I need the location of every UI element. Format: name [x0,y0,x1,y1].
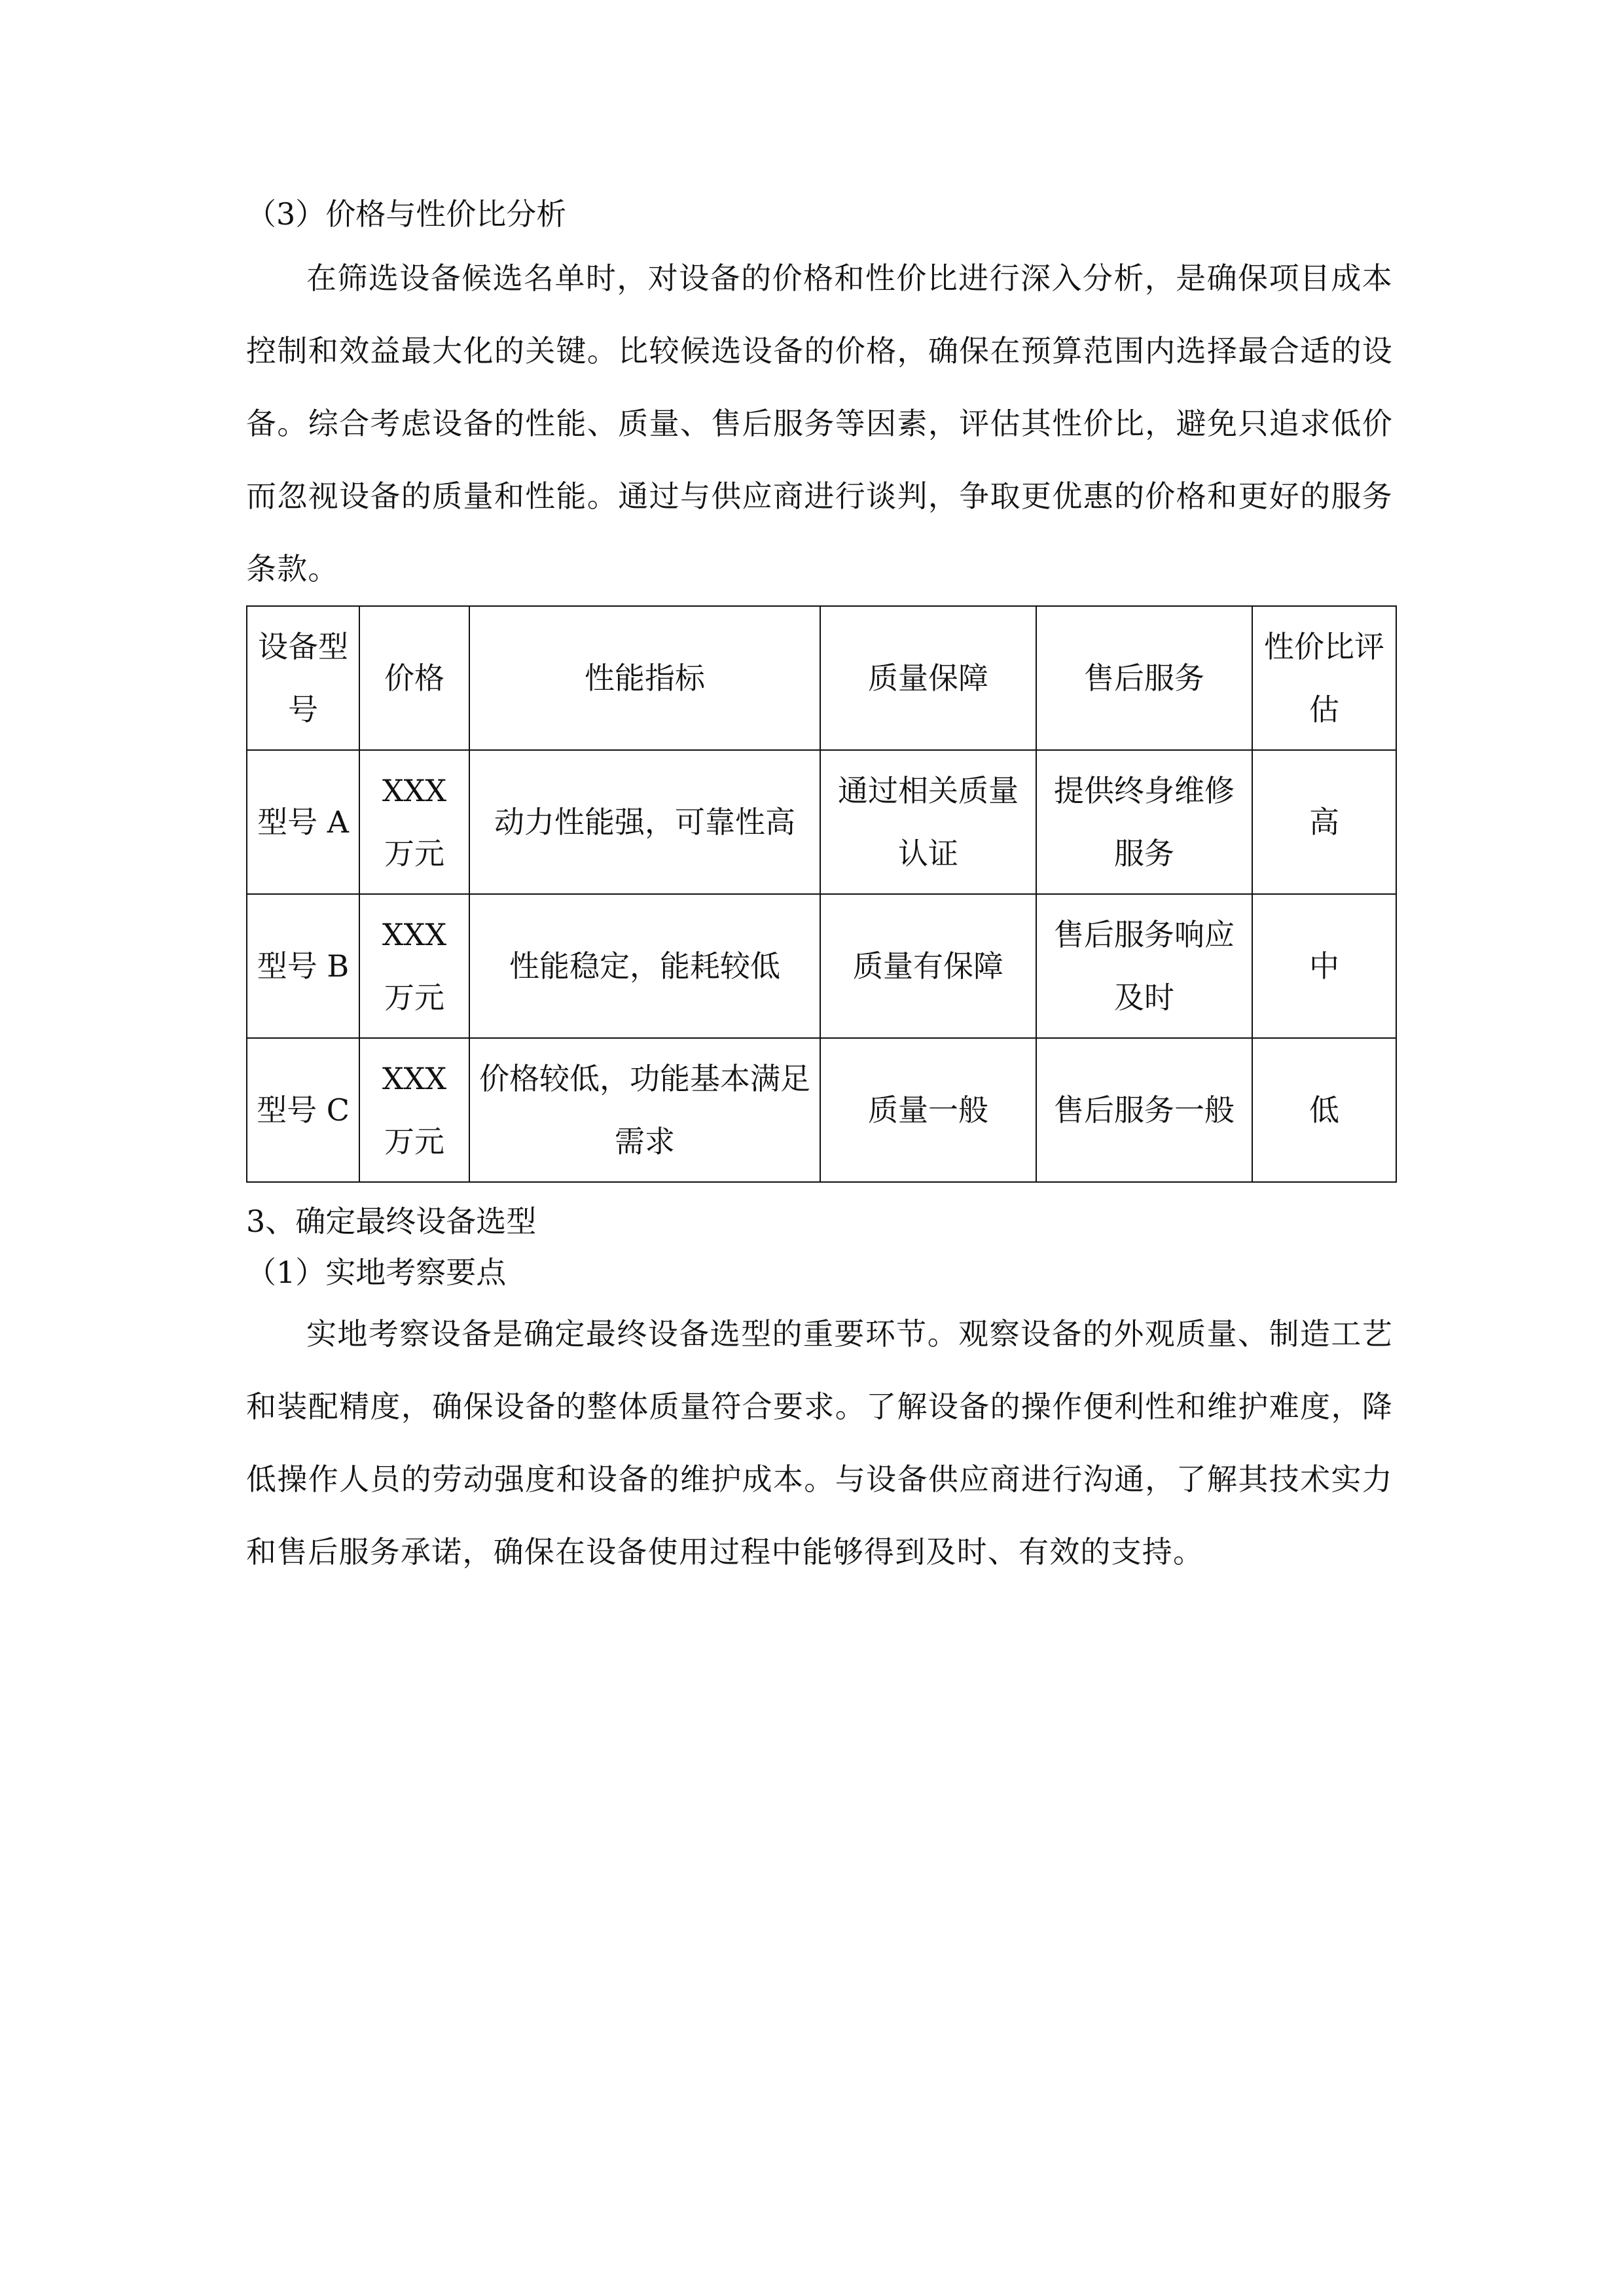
table-cell: 提供终身维修服务 [1036,750,1252,894]
header-cell-quality: 质量保障 [820,606,1036,750]
table-cell: 型号 C [247,1038,359,1182]
table-cell: 高 [1252,750,1396,894]
table-cell: XXX 万元 [359,1038,469,1182]
table-row [247,750,1396,894]
header-cell-model: 设备型号 [247,606,359,750]
table-cell: 质量一般 [820,1038,1036,1182]
subsection-heading-site-inspection: （1）实地考察要点 [246,1255,507,1290]
table-cell: 型号 B [247,894,359,1038]
table-cell: 性能稳定，能耗较低 [469,894,820,1038]
table-row [247,894,1396,1038]
table-cell: 售后服务一般 [1036,1038,1252,1182]
table-cell: XXX 万元 [359,750,469,894]
table-header-row [247,606,1396,750]
table-row [247,1038,1396,1182]
paragraph-site-inspection: 实地考察设备是确定最终设备选型的重要环节。观察设备的外观质量、制造工艺和装配精度，确保设备的整体质量符合要求。了解设备的操作便利性和维护难度，降低操作人员的劳动强度和设备的维护成本。与设备供应商进行沟通，了解其技术实力和售后服务承诺，确保在设备使用过程中能够得到及时、有效的支持。 [246,1316,1393,1570]
equipment-comparison-table [246,605,1397,1183]
header-cell-performance: 性能指标 [469,606,820,750]
table-cell: 低 [1252,1038,1396,1182]
table-cell: 通过相关质量认证 [820,750,1036,894]
table-cell: 中 [1252,894,1396,1038]
header-cell-price: 价格 [359,606,469,750]
section-heading-final-selection: 3、确定最终设备选型 [246,1204,537,1239]
table-cell: 售后服务响应及时 [1036,894,1252,1038]
header-cell-value: 性价比评估 [1252,606,1396,750]
table-cell: 型号 A [247,750,359,894]
table-cell: 价格较低，功能基本满足需求 [469,1038,820,1182]
document-page [246,188,1393,1588]
header-cell-service: 售后服务 [1036,606,1252,750]
paragraph-price-analysis: 在筛选设备候选名单时，对设备的价格和性价比进行深入分析，是确保项目成本控制和效益最大化的关键。比较候选设备的价格，确保在预算范围内选择最合适的设备。综合考虑设备的性能、质量、售后服务等因素，评估其性价比，避免只追求低价而忽视设备的质量和性能。通过与供应商进行谈判，争取更优惠的价格和更好的服务条款。 [246,260,1393,586]
table-cell: 质量有保障 [820,894,1036,1038]
table-cell: 动力性能强，可靠性高 [469,750,820,894]
section-heading-price-analysis: （3）价格与性价比分析 [246,196,567,232]
table-cell: XXX 万元 [359,894,469,1038]
